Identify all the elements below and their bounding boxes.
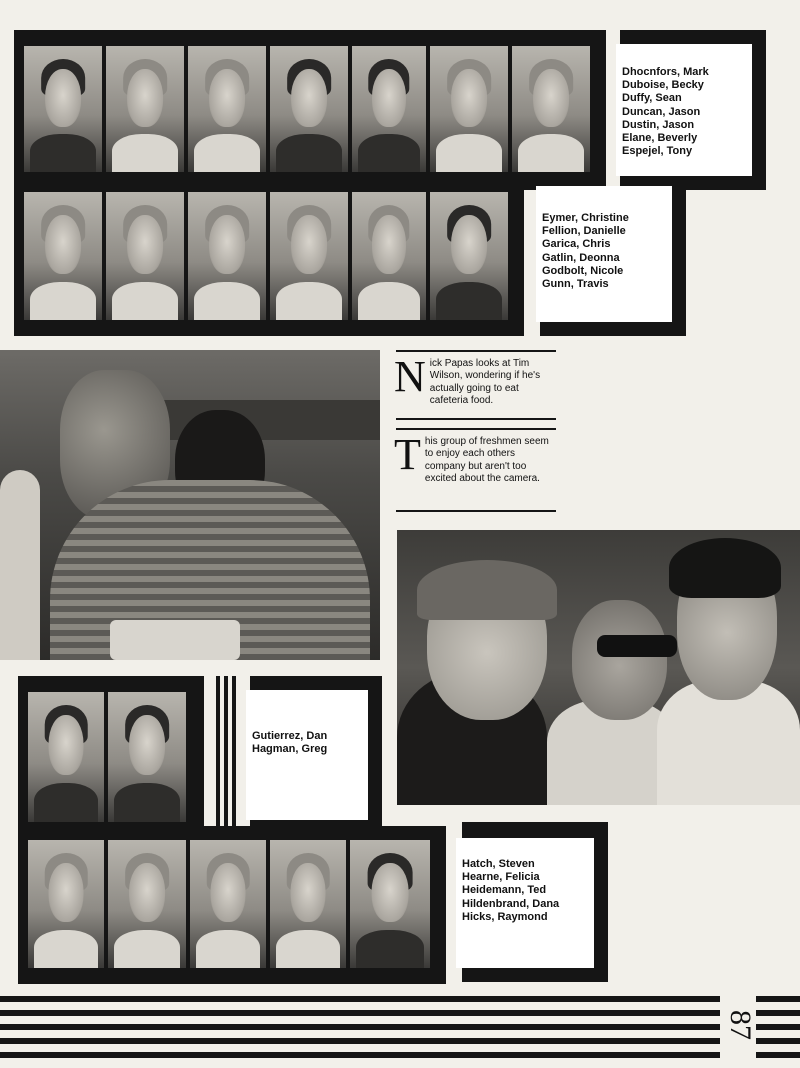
portrait-photo <box>28 840 104 968</box>
portrait-photo <box>512 46 590 172</box>
portrait-photo <box>24 46 102 172</box>
student-name: Hatch, Steven <box>462 858 535 870</box>
page-number: 87 <box>724 1010 757 1040</box>
student-name: Hildenbrand, Dana <box>462 897 560 910</box>
portrait-photo <box>188 192 266 320</box>
portrait-photo <box>352 192 426 320</box>
decorative-bar <box>232 676 236 836</box>
student-name: Hicks, Raymond <box>462 910 548 923</box>
footer-stripe <box>756 1010 800 1016</box>
drop-cap: T <box>394 430 421 479</box>
student-name: Gutierrez, Dan <box>252 730 328 742</box>
caption-rule <box>396 510 556 512</box>
footer-stripe <box>0 1052 720 1058</box>
name-list-1 <box>616 44 752 176</box>
decorative-bar <box>216 676 220 836</box>
portrait-photo <box>188 46 266 172</box>
student-name: Garica, Chris <box>542 238 611 251</box>
portrait-photo <box>430 192 508 320</box>
portrait-photo <box>108 692 186 822</box>
student-name: Heidemann, Ted <box>462 884 547 897</box>
portrait-photo <box>270 46 348 172</box>
student-name: Dhocnfors, Mark <box>622 66 709 78</box>
student-name: Godbolt, Nicole <box>542 264 624 277</box>
student-name: Gatlin, Deonna <box>542 251 620 264</box>
caption-text: ick Papas looks at Tim Wilson, wondering if he's actually going to eat cafeteria food. <box>429 358 541 407</box>
student-name: Fellion, Danielle <box>542 225 626 238</box>
student-name: Gunn, Travis <box>542 278 609 291</box>
student-name: Dustin, Jason <box>622 118 695 131</box>
student-name: Hagman, Greg <box>252 743 328 756</box>
portrait-photo <box>24 192 102 320</box>
footer-stripe <box>756 1052 800 1058</box>
student-name: Duncan, Jason <box>622 105 701 118</box>
portrait-photo <box>270 840 346 968</box>
footer-stripe <box>0 996 720 1002</box>
portrait-photo <box>106 192 184 320</box>
student-name: Espejel, Tony <box>622 145 693 158</box>
student-name: Hearne, Felicia <box>462 871 540 884</box>
footer-stripe <box>756 1038 800 1044</box>
portrait-photo <box>190 840 266 968</box>
freshmen-group-photo <box>397 530 800 805</box>
portrait-photo <box>350 840 430 968</box>
caption-text: his group of freshmen seem to enjoy each others company but aren't too excited about the camera. <box>424 436 549 485</box>
student-name: Eymer, Christine <box>542 212 629 224</box>
cafeteria-photo <box>0 350 380 660</box>
drop-cap: N <box>394 352 426 401</box>
caption-rule <box>396 418 556 420</box>
portrait-photo <box>430 46 508 172</box>
footer-stripe <box>0 1038 720 1044</box>
footer-stripe <box>756 996 800 1002</box>
student-name: Duboise, Becky <box>622 79 704 92</box>
portrait-photo <box>270 192 348 320</box>
name-list-3 <box>246 690 368 820</box>
caption-1 <box>394 352 556 408</box>
portrait-photo <box>352 46 426 172</box>
name-list-4 <box>456 838 594 968</box>
student-name: Elane, Beverly <box>622 132 698 145</box>
portrait-photo <box>108 840 186 968</box>
portrait-photo <box>106 46 184 172</box>
student-name: Duffy, Sean <box>622 92 682 105</box>
footer-stripe <box>0 1010 720 1016</box>
decorative-bar <box>224 676 228 836</box>
name-list-2 <box>536 186 672 322</box>
portrait-photo <box>28 692 104 822</box>
footer-stripe <box>0 1024 720 1030</box>
footer-stripe <box>756 1024 800 1030</box>
caption-2 <box>394 430 556 486</box>
